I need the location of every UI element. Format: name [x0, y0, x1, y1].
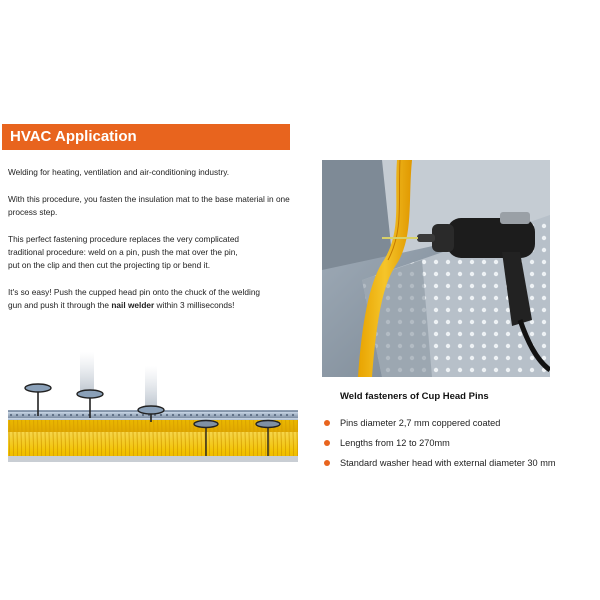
base-plate — [8, 456, 298, 462]
insulation-pins-illustration — [8, 352, 298, 464]
specs-title: Weld fasteners of Cup Head Pins — [340, 391, 489, 402]
intro-paragraph-4: It's so easy! Push the cupped head pin onto the chuck of the welding gun and push it through the nail welder within 3 milliseconds! — [8, 287, 261, 310]
intro-paragraph-3: This perfect fastening procedure replaces the very complicated traditional procedure: weld on a pin, push the mat over the pin, put on the clip and then cut the projecting tip or bend it. — [8, 234, 240, 270]
section-title: HVAC Application — [10, 128, 137, 145]
bullet-icon — [324, 460, 330, 466]
intro-text — [8, 166, 304, 326]
section-title-banner — [2, 124, 290, 150]
spec-text: Pins diameter 2,7 mm coppered coated — [340, 418, 501, 428]
list-item — [324, 453, 594, 473]
insulation-layer — [8, 420, 298, 456]
spec-text: Standard washer head with external diameter 30 mm — [340, 458, 556, 468]
list-item — [324, 433, 594, 453]
bullet-icon — [324, 420, 330, 426]
bullet-icon — [324, 440, 330, 446]
spec-text: Lengths from 12 to 270mm — [340, 438, 450, 448]
specs-list — [324, 413, 594, 473]
intro-paragraph-1: Welding for heating, ventilation and air-conditioning industry. — [8, 167, 230, 177]
nail-welder-emphasis: nail welder — [111, 300, 155, 310]
intro-paragraph-2: With this procedure, you fasten the insulation mat to the base material in one process step. — [8, 194, 290, 217]
duct-welding-gun-photo — [322, 160, 550, 377]
list-item — [324, 413, 594, 433]
